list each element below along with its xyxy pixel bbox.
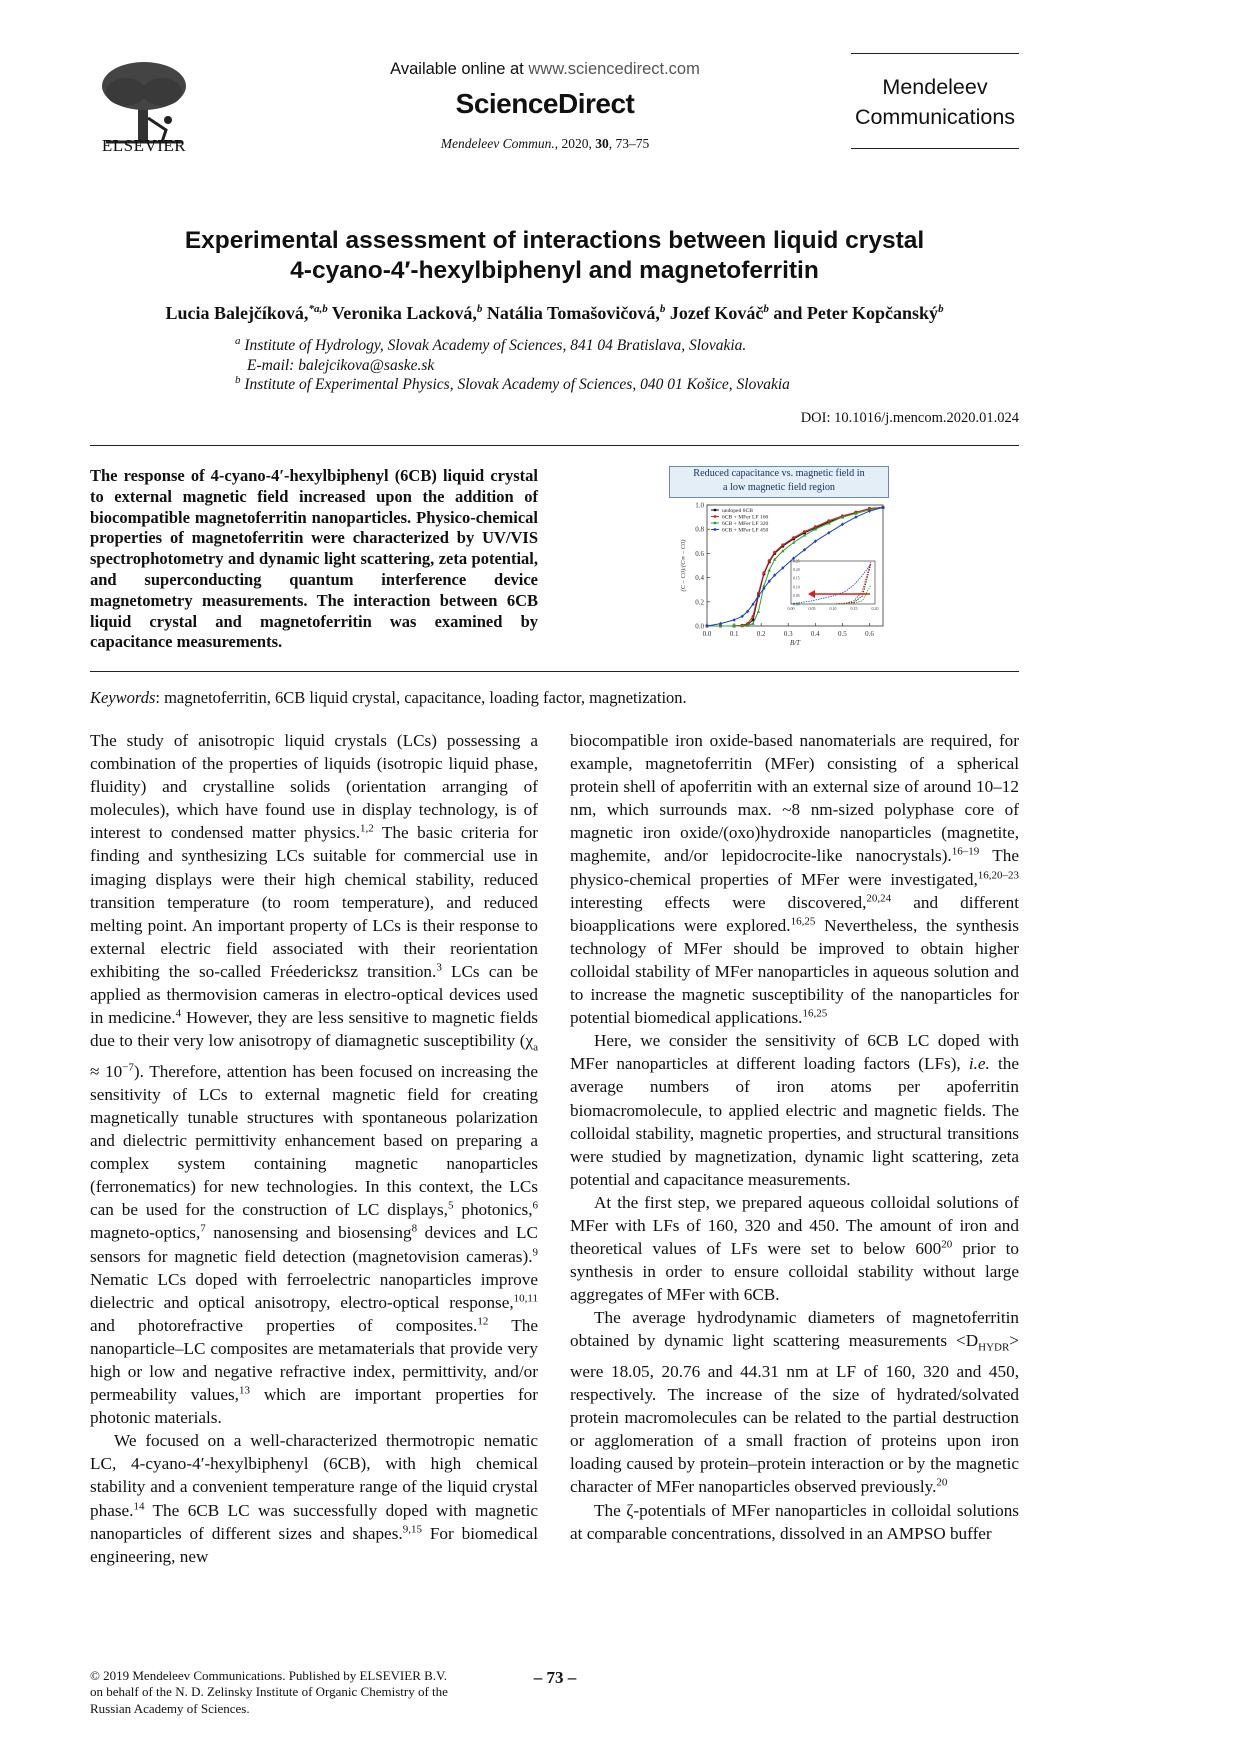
legend-label: 6CB + MFer LF 450 (722, 527, 769, 534)
graphical-abstract-text: The response of 4-cyano-4′-hexylbiphenyl (6CB) liquid crystal to external magnetic field increased upon the addition of biocompatible magnetoferritin nanoparticles. Physico-chemical properties of magnetoferritin were characterized by UV/VIS spectrophotometry and dynamic light scattering, zeta potential, and superconducting quantum interference device magnetometry measurements. The interaction between 6CB liquid crystal and magnetoferritin was examined by capacitance measurements. (90, 466, 538, 652)
x-tick-label: 0.0 (702, 630, 712, 638)
left-paragraph-1: The study of anisotropic liquid crystals (LCs) possessing a combination of the properties of liquids (isotropic liquid phase, fluidity) and crystalline solids (orientation arranging of molecules), which have found use in display technology, is of interest to condensed matter physics.$^{1,2}$ The basic criteria for finding and synthesizing LCs suitable for commercial use in imaging displays were their high chemical stability, reduced transition temperature (to room temperature), and reduced melting point. An important property of LCs is their response to external electric field associated with their reorientation exhibiting the so-called Fréedericksz transition.$^3$ LCs can be applied as thermovision cameras in electro-optical devices used in medicine.$^4$ However, they are less sensitive to magnetic fields due to their very low anisotropy of diamagnetic susceptibility $(\chi_a \approx 10^{-7})$. Therefore, attention has been focused on increasing the sensitivity of LCs to external magnetic field for creating magnetically tunable structures with spontaneous polarization and dielectric permittivity enhancement based on preparing a complex system containing magnetic nanoparticles (ferronematics) for new technologies. In this context, the LCs can be used for the construction of LC displays,$^5$ photonics,$^6$ magneto-optics,$^7$ nanosensing and biosensing$^8$ devices and LC sensors for magnetic field detection (magnetovision cameras).$^9$ Nematic LCs doped with ferroelectric nanoparticles improve dielectric and optical anisotropy, electro-optical response,$^{10,11}$ and photorefractive properties of composites.$^{12}$ The nanoparticle–LC composites are metamaterials that provide very high or low and negative refractive index, permittivity, and/or permeability values,$^{13}$ which are important properties for photonic materials. (90, 731, 539, 1428)
legend-marker (714, 515, 716, 517)
keywords-label: Keywords (90, 688, 156, 707)
data-point (732, 618, 735, 622)
inset-frame (791, 561, 875, 604)
data-point (792, 536, 795, 539)
elsevier-logo (96, 58, 192, 156)
data-point (803, 530, 806, 533)
affiliations (235, 336, 1015, 395)
y-tick-label: 0.8 (695, 525, 704, 534)
inset-y-tick-label: 0.15 (793, 576, 800, 581)
body-right-column (570, 729, 1019, 1545)
title-line1: Experimental assessment of interactions between liquid crystal (184, 227, 925, 254)
data-point (773, 551, 776, 554)
data-point (781, 543, 784, 546)
inset-y-tick-label: 0.10 (793, 585, 800, 590)
data-point (768, 559, 771, 562)
citation-year: , 2020, (554, 136, 596, 151)
sciencedirect-link[interactable]: www.sciencedirect.com (528, 60, 700, 78)
y-tick-label: 0.6 (695, 549, 704, 558)
data-point (757, 610, 760, 613)
author-5: and Peter Kopčanský$^b$ (768, 303, 944, 323)
x-axis-label: B/T (789, 639, 801, 647)
journal-name-line2: Communications (854, 105, 1016, 129)
graphical-abstract-chart (665, 464, 895, 658)
x-tick-label: 0.5 (838, 630, 847, 638)
author-4: Jozef Kováč$^b$ (665, 303, 769, 323)
data-point (752, 615, 755, 618)
inset-y-tick-label: 0.25 (793, 559, 800, 564)
journal-top-rule (851, 53, 1019, 54)
title-line2: 4-cyano-4′-hexylbiphenyl and magnetoferritin (290, 257, 819, 284)
affiliation-a: $^a$ Institute of Hydrology, Slovak Academy of Sciences, 841 04 Bratislava, Slovakia. (235, 334, 747, 354)
inset-y-tick-label: 0.20 (793, 568, 800, 573)
citation-volume: 30 (595, 136, 609, 151)
author-2: Veronika Lacková,$^b$ (327, 303, 483, 323)
keywords (90, 688, 1019, 708)
inset-x-tick-label: 0.00 (787, 606, 795, 611)
left-paragraph-2: We focused on a well-characterized thermotropic nematic LC, 4-cyano-4′-hexylbiphenyl (6CB), with high chemical stability and a convenient temperature range of the liquid crystal phase.$^{14}$ The 6CB LC was successfully doped with magnetic nanoparticles of different sizes and shapes.$^{9,15}$ For biomedical engineering, new (90, 1431, 538, 1566)
journal-name-line1: Mendeleev (882, 75, 988, 99)
author-3: Natália Tomašovičová,$^b$ (482, 303, 666, 323)
right-paragraph-4: The average hydrodynamic diameters of magnetoferritin obtained by dynamic light scattering measurements $<D_{HYDR}>$ were 18.05, 20.76 and 44.31 nm at LF of 160, 320 and 450, respectively. The increase of the size of hydrated/solvated protein macromolecules can be related to the partial destruction or agglomeration of a small fraction of proteins upon iron loading caused by protein–protein interaction or by the magnetic character of MFer nanoparticles observed previously.$^{20}$ (570, 1308, 1019, 1497)
inset-y-tick-label: 0.00 (793, 602, 800, 607)
x-tick-label: 0.2 (756, 630, 766, 638)
copyright-notice: © 2019 Mendeleev Communications. Published by ELSEVIER B.V. on behalf of the N. D. Zelinsky Institute of Organic Chemistry of the Russian Academy of Sciences. (90, 1668, 448, 1716)
right-paragraph-2: Here, we consider the sensitivity of 6CB LC doped with MFer nanoparticles at different loading factors (LFs), i.e. the average numbers of iron atoms per apoferritin biomacromolecule, to applied electric and magnetic fields. The colloidal stability, magnetic properties, and structural transitions were studied by magnetization, dynamic light scattering, zeta potential and capacitance measurements. (570, 1031, 1019, 1189)
legend-label: 6CB + MFer LF 160 (722, 514, 769, 521)
y-axis-label: (C – C0)/(C∞ – C0) (680, 539, 687, 592)
journal-citation (380, 136, 710, 152)
inset-y-tick-label: 0.05 (793, 593, 800, 598)
abstract-top-rule (90, 445, 1019, 446)
legend-marker (714, 522, 716, 524)
inset-x-tick-label: 0.15 (850, 606, 858, 611)
right-paragraph-3: At the first step, we prepared aqueous colloidal solutions of MFer with LFs of 160, 320 and 450. The amount of iron and theoretical values of LFs were set to below $600^{20}$ prior to synthesis in order to ensure colloidal stability without large aggregates of MFer with 6CB. (570, 1192, 1019, 1305)
chart-title-line2: a low magnetic field region (722, 481, 836, 493)
x-tick-label: 0.1 (729, 630, 739, 638)
data-point (762, 571, 765, 574)
affiliation-b: $^b$ Institute of Experimental Physics, Slovak Academy of Sciences, 040 01 Košice, Slovakia (235, 373, 790, 393)
abstract-bottom-rule (90, 671, 1019, 672)
chart-plot (665, 464, 895, 658)
author-1: Lucia Balejčíková,$^{*a,b}$ (165, 303, 328, 323)
legend-marker (714, 528, 716, 530)
inset-x-tick-label: 0.20 (871, 606, 879, 611)
y-tick-label: 0.4 (695, 574, 704, 583)
sciencedirect-wordmark: ScienceDirect (455, 88, 635, 119)
y-tick-label: 0.2 (695, 598, 704, 607)
page-number: – 73 – (533, 1668, 577, 1687)
data-point (854, 515, 857, 519)
x-tick-label: 0.6 (865, 630, 874, 638)
chart-title-line1: Reduced capacitance vs. magnetic field in (693, 468, 865, 479)
data-point (751, 622, 754, 625)
body-left-column (90, 729, 538, 1568)
legend-label: undoped 6CB (722, 508, 753, 514)
publisher-name: ELSEVIER (101, 136, 187, 155)
keywords-list: : magnetoferritin, 6CB liquid crystal, capacitance, loading factor, magnetization. (155, 688, 687, 707)
journal-name (851, 72, 1019, 132)
available-online (380, 60, 710, 79)
doi[interactable]: DOI: 10.1016/j.mencom.2020.01.024 (800, 410, 1019, 426)
available-prefix: Available online at (390, 60, 529, 78)
inset-x-tick-label: 0.10 (829, 606, 837, 611)
citation-journal: Mendeleev Commun. (440, 136, 555, 151)
author-list (90, 303, 1019, 324)
article-title (90, 226, 1019, 286)
right-paragraph-5: The ζ-potentials of MFer nanoparticles in colloidal solutions at comparable concentrations, dissolved in an AMPSO buffer (570, 1500, 1019, 1543)
affiliation-email[interactable]: E-mail: balejcikova@saske.sk (247, 356, 435, 374)
legend-marker (714, 509, 716, 511)
y-tick-label: 0.0 (695, 622, 704, 631)
citation-pages: , 73–75 (608, 136, 650, 151)
journal-bottom-rule (851, 148, 1019, 149)
legend-label: 6CB + MFer LF 320 (722, 521, 769, 527)
inset-x-tick-label: 0.05 (808, 606, 816, 611)
y-tick-label: 1.0 (695, 501, 704, 510)
right-paragraph-1: biocompatible iron oxide-based nanomaterials are required, for example, magnetoferritin (MFer) consisting of a spherical protein shell of apoferritin with an external size of around 10–12 nm, which surrounds max. ~8 nm-sized polyphase core of magnetic iron oxide/(oxo)hydroxide nanoparticles (magnetite, maghemite, and/or lepidocrocite-like nanocrystals).$^{16-19}$ The physico-chemical properties of MFer were investigated,$^{16,20-23}$ interesting effects were discovered,$^{20,24}$ and different bioapplications were explored.$^{16,25}$ Nevertheless, the synthesis technology of MFer should be improved to obtain higher colloidal stability of MFer nanoparticles in aqueous solution and to increase the magnetic susceptibility of the nanoparticles for potential biomedical applications.$^{16,25}$ (570, 731, 1019, 1028)
x-tick-label: 0.3 (783, 630, 793, 638)
x-tick-label: 0.4 (810, 630, 820, 638)
